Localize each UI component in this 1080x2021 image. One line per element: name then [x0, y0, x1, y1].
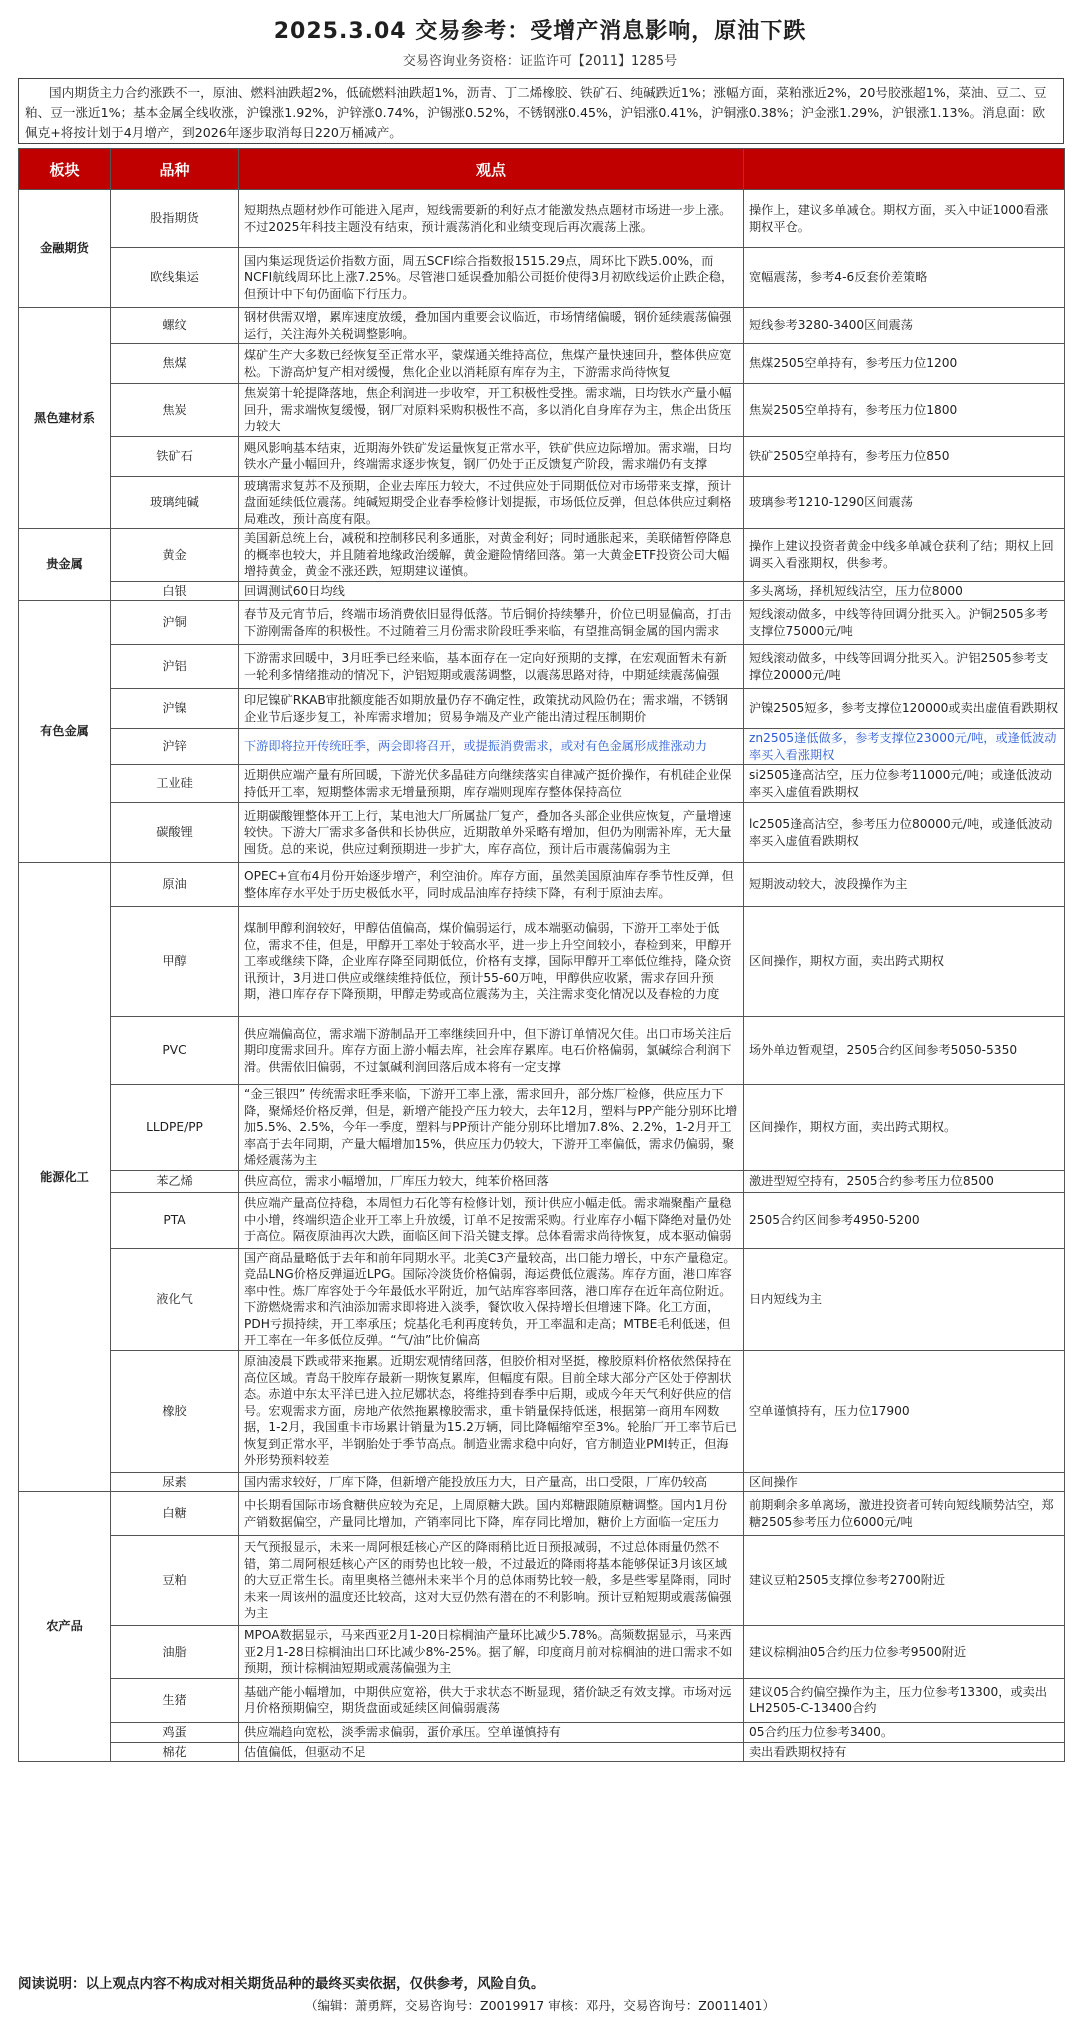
view-cell: 煤制甲醇利润较好，甲醇估值偏高，煤价偏弱运行，成本端驱动偏弱，下游开工率处于低位，需求不佳，但是，甲醇开工率处于较高水平，进一步上升空间较小，春检到来，甲醇开工率或继续下降，企业库存降至同期低位，价格有支撑，国际甲醇开工率低位维持，隆众资讯预计，3月进口供应或继续维持低位，预计55-60万吨，甲醇供应收紧，需求存回升预期，港口库存存下降预期，甲醇走势或高位震荡为主，关注需求变化情况以及春检的力度 [239, 907, 744, 1017]
table-row [19, 1350, 1065, 1472]
view-cell: 钢材供需双增，累库速度放缓，叠加国内重要会议临近，市场情绪偏暖，钢价延续震荡偏强运行，关注海外关税调整影响。 [239, 308, 744, 344]
variety-cell: 沪铝 [111, 645, 239, 689]
view-cell: 下游需求回暖中，3月旺季已经来临，基本面存在一定向好预期的支撑，在宏观面暂未有新一轮利多情绪推动的情况下，沪铝短期或震荡调整，以震荡思路对待，中期延续震荡偏强 [239, 645, 744, 689]
view-cell: 基础产能小幅增加，中期供应宽裕，供大于求状态不断显现，猪价缺乏有效支撑。市场对远月价格预期偏空，期货盘面或延续区间偏弱震荡 [239, 1678, 744, 1722]
table-row [19, 1472, 1065, 1492]
table-row [19, 1492, 1065, 1536]
table-row [19, 1536, 1065, 1626]
table-row [19, 384, 1065, 437]
variety-cell: 沪锌 [111, 729, 239, 765]
sector-cell: 贵金属 [19, 529, 111, 601]
table-row [19, 601, 1065, 645]
table-row [19, 1085, 1065, 1171]
header-variety: 品种 [111, 149, 239, 190]
table-row [19, 581, 1065, 601]
variety-cell: 豆粕 [111, 1536, 239, 1626]
variety-cell: 生猪 [111, 1678, 239, 1722]
advice-cell: 建议05合约偏空操作为主，压力位参考13300，或卖出LH2505-C-13400合约 [744, 1678, 1065, 1722]
page-subtitle: 交易咨询业务资格：证监许可【2011】1285号 [402, 54, 678, 69]
table-row [19, 529, 1065, 582]
table-row [19, 729, 1065, 765]
variety-cell: 工业硅 [111, 765, 239, 803]
advice-cell: 宽幅震荡，参考4-6反套价差策略 [744, 248, 1065, 308]
variety-cell: 碳酸锂 [111, 803, 239, 863]
page-title: 2025.3.04 交易参考：受增产消息影响，原油下跌 [273, 19, 807, 44]
table-header-row [19, 149, 1065, 190]
advice-cell: 短线滚动做多，中线等回调分批买入。沪铝2505参考支撑位20000元/吨 [744, 645, 1065, 689]
table-row [19, 1678, 1065, 1722]
view-cell: 美国新总统上台，减税和控制移民利多通胀，对黄金利好；同时通胀起来，美联储暂停降息的概率也较大，并且随着地缘政治缓解，黄金避险情绪回落。第一大黄金ETF投资公司大幅增持黄金，黄金不涨还跌，短期建议谨慎。 [239, 529, 744, 582]
view-cell: 天气预报显示，未来一周阿根廷核心产区的降雨稍比近日预报减弱，不过总体雨量仍然不错，第二周阿根廷核心产区的雨势也比较一般，不过最近的降雨将基本能够保证3月该区域的大豆正常生长。南里奥格兰德州未来半个月的总体雨势比较一般，多是些零星降雨，同时未来一周该州的温度还比较高，这对大豆仍然有潜在的不利影响。预计豆粕短期或震荡偏强为主 [239, 1536, 744, 1626]
variety-cell: 玻璃纯碱 [111, 476, 239, 529]
view-cell: 原油凌晨下跌或带来拖累。近期宏观情绪回落，但胶价相对坚挺，橡胶原料价格依然保持在高位区域。青岛干胶库存最新一期恢复累库，但幅度有限。目前全球大部分产区处于停割状态。赤道中东太平洋已进入拉尼娜状态，将维持到春季中后期，或成今年天气利好供应的信号。宏观需求方面，房地产依然拖累橡胶需求，重卡销量保持低迷，根据第一商用车网数据，1-2月，我国重卡市场累计销量为15.2万辆，同比降幅缩窄至3%。轮胎厂开工率节后已恢复到正常水平，半钢胎处于季节高点。制造业需求稳中向好，官方制造业PMI转正，但海外形势预料较差 [239, 1350, 744, 1472]
table-row [19, 1626, 1065, 1679]
variety-cell: 焦炭 [111, 384, 239, 437]
editor-info: （编辑：萧勇辉，交易咨询号：Z0019917 审核：邓丹，交易咨询号：Z0011401） [305, 1998, 775, 2013]
advice-cell: 建议棕榈油05合约压力位参考9500附近 [744, 1626, 1065, 1679]
view-cell: 供应端偏高位，需求端下游制品开工率继续回升中，但下游订单情况欠佳。出口市场关注后期印度需求回升。库存方面上游小幅去库，社会库存累库。电石价格偏弱，氯碱综合利润下滑。供需依旧偏弱，不过氯碱利润回落后成本将有一定支撑 [239, 1017, 744, 1085]
variety-cell: 原油 [111, 863, 239, 907]
advice-cell: 卖出看跌期权持有 [744, 1742, 1065, 1762]
table-row [19, 1248, 1065, 1350]
advice-cell: zn2505逢低做多，参考支撑位23000元/吨，或逢低波动率买入看涨期权 [744, 729, 1065, 765]
advice-cell: si2505逢高沽空，压力位参考11000元/吨；或逢低波动率买入虚值看跌期权 [744, 765, 1065, 803]
view-cell: 中长期看国际市场食糖供应较为充足，上周原糖大跌。国内郑糖跟随原糖调整。国内1月份产销数据偏空，产量同比增加，产销率同比下降，库存同比增加，糖价上方面临一定压力 [239, 1492, 744, 1536]
advice-cell: 建议豆粕2505支撑位参考2700附近 [744, 1536, 1065, 1626]
variety-cell: 螺纹 [111, 308, 239, 344]
advice-cell: 区间操作 [744, 1472, 1065, 1492]
advice-cell: 玻璃参考1210-1290区间震荡 [744, 476, 1065, 529]
variety-cell: 棉花 [111, 1742, 239, 1762]
view-cell: 国内集运现货运价指数方面，周五SCFI综合指数报1515.29点，周环比下跌5.00%，而NCFI航线周环比上涨7.25%。尽管港口延误叠加船公司挺价使得3月初欧线运价止跌企稳，但预计中下旬仍面临下行压力。 [239, 248, 744, 308]
advice-cell: 短期波动较大，波段操作为主 [744, 863, 1065, 907]
advice-cell: 场外单边暂观望，2505合约区间参考5050-5350 [744, 1017, 1065, 1085]
variety-cell: 黄金 [111, 529, 239, 582]
table-row [19, 645, 1065, 689]
variety-cell: 甲醇 [111, 907, 239, 1017]
advice-cell: 沪镍2505短多，参考支撑位120000或卖出虚值看跌期权 [744, 689, 1065, 729]
sector-cell: 能源化工 [19, 863, 111, 1492]
advice-cell: 区间操作，期权方面，卖出跨式期权。 [744, 1085, 1065, 1171]
table-row [19, 1017, 1065, 1085]
table-row [19, 1192, 1065, 1248]
view-cell: 玻璃需求复苏不及预期，企业去库压力较大，不过供应处于同期低位对市场带来支撑，预计盘面延续低位震荡。纯碱短期受企业春季检修计划提振，市场低位反弹，但总体供应过剩格局难改，预计高度有限。 [239, 476, 744, 529]
view-cell: 国产商品量略低于去年和前年同期水平。北美C3产量较高，出口能力增长，中东产量稳定。竞品LNG价格反弹逼近LPG。国际冷淡货价格偏弱，海运费低位震荡。库存方面，港口库容率中性。炼厂库容处于今年最低水平附近，加气站库容率回落，港口库存在近年高位附近。下游燃烧需求和汽油添加需求即将进入淡季，餐饮收入保持增长但增速下降。化工方面，PDH亏损持续，开工率承压；烷基化毛利再度转负，开工率温和走高；MTBE毛利低迷，但开工率在一年多低位反弹。“气/油”比价偏高 [239, 1248, 744, 1350]
view-cell: 供应端趋向宽松，淡季需求偏弱，蛋价承压。空单谨慎持有 [239, 1722, 744, 1742]
table-row [19, 689, 1065, 729]
advice-cell: lc2505逢高沽空，参考压力位80000元/吨，或逢低波动率买入虚值看跌期权 [744, 803, 1065, 863]
advice-cell: 焦炭2505空单持有，参考压力位1800 [744, 384, 1065, 437]
advice-cell: 操作上，建议多单减仓。期权方面，买入中证1000看涨期权平仓。 [744, 190, 1065, 248]
variety-cell: 白银 [111, 581, 239, 601]
view-cell: 回调测试60日均线 [239, 581, 744, 601]
variety-cell: 白糖 [111, 1492, 239, 1536]
table-row [19, 308, 1065, 344]
variety-cell: PTA [111, 1192, 239, 1248]
advice-cell: 区间操作，期权方面，卖出跨式期权 [744, 907, 1065, 1017]
sector-cell: 黑色建材系 [19, 308, 111, 529]
view-cell: 国内需求较好，厂库下降，但新增产能投放压力大，日产量高，出口受限，厂库仍较高 [239, 1472, 744, 1492]
variety-cell: 苯乙烯 [111, 1170, 239, 1192]
view-cell: 印尼镍矿RKAB审批额度能否如期放量仍存不确定性，政策扰动风险仍在；需求端，不锈钢企业节后逐步复工，补库需求增加；贸易争端及产业产能出清过程压制期价 [239, 689, 744, 729]
reference-table [18, 148, 1065, 1762]
table-row [19, 765, 1065, 803]
advice-cell: 2505合约区间参考4950-5200 [744, 1192, 1065, 1248]
variety-cell: LLDPE/PP [111, 1085, 239, 1171]
view-cell: 供应端产量高位持稳，本周恒力石化等有检修计划，预计供应小幅走低。需求端聚酯产量稳中小增，终端织造企业开工率上升放缓，订单不足按需采购。行业库存小幅下降绝对量仍处于高位。隔夜原油再次大跌，面临区间下沿关键支撑。总体看需求尚待恢复，成本驱动偏弱 [239, 1192, 744, 1248]
view-cell: 估值偏低，但驱动不足 [239, 1742, 744, 1762]
view-cell: “金三银四” 传统需求旺季来临，下游开工率上涨，需求回升，部分炼厂检修，供应压力下降，聚烯烃价格反弹，但是，新增产能投产压力较大，去年12月，塑料与PP产能分别环比增加5.5%、2.5%，今年一季度，塑料与PP预计产能分别环比增加7.8%、2.2%，1-2月开工率高于去年同期，产量大幅增加15%，供应压力仍较大，下游开工率偏低，需求仍偏弱，聚烯烃震荡为主 [239, 1085, 744, 1171]
table-row [19, 1722, 1065, 1742]
advice-cell: 短线参考3280-3400区间震荡 [744, 308, 1065, 344]
advice-cell: 05合约压力位参考3400。 [744, 1722, 1065, 1742]
variety-cell: 液化气 [111, 1248, 239, 1350]
advice-cell: 日内短线为主 [744, 1248, 1065, 1350]
view-cell: 近期碳酸锂整体开工上行，某电池大厂所属盐厂复产，叠加各头部企业供应恢复，产量增速较快。下游大厂需求多备供和长协供应，近期散单外采略有增加，但仍为刚需补库，无大量囤货。总的来说，供应过剩预期进一步扩大，库存高位，预计后市震荡偏弱为主 [239, 803, 744, 863]
table-row [19, 1742, 1065, 1762]
disclaimer: 阅读说明：以上观点内容不构成对相关期货品种的最终买卖依据，仅供参考，风险自负。 [18, 1976, 545, 1992]
header-sector: 板块 [19, 149, 111, 190]
variety-cell: 股指期货 [111, 190, 239, 248]
advice-cell: 铁矿2505空单持有，参考压力位850 [744, 436, 1065, 476]
view-cell: 焦炭第十轮提降落地，焦企利润进一步收窄，开工积极性受挫。需求端，日均铁水产量小幅回升，需求端恢复缓慢，钢厂对原料采购积极性不高，多以消化自身库存为主，焦企出货压力较大 [239, 384, 744, 437]
sector-cell: 金融期货 [19, 190, 111, 308]
view-cell: 春节及元宵节后，终端市场消费依旧显得低落。节后铜价持续攀升，价位已明显偏高，打击下游刚需备库的积极性。不过随着三月份需求阶段旺季来临，有望推高铜金属的国内需求 [239, 601, 744, 645]
variety-cell: 鸡蛋 [111, 1722, 239, 1742]
variety-cell: 油脂 [111, 1626, 239, 1679]
variety-cell: 沪镍 [111, 689, 239, 729]
view-cell: 煤矿生产大多数已经恢复至正常水平，蒙煤通关维持高位，焦煤产量快速回升，整体供应宽松。下游高炉复产相对缓慢，焦化企业以消耗原有库存为主，下游需求尚待恢复 [239, 344, 744, 384]
view-cell: 近期供应端产量有所回暖，下游光伏多晶硅方向继续落实自律减产挺价操作，有机硅企业保持低开工率，短期整体需求无增量预期，库存端则现库存整体保持高位 [239, 765, 744, 803]
table-row [19, 344, 1065, 384]
variety-cell: 焦煤 [111, 344, 239, 384]
sector-cell: 有色金属 [19, 601, 111, 863]
advice-cell: 多头离场，择机短线沽空，压力位8000 [744, 581, 1065, 601]
view-cell: 飓风影响基本结束，近期海外铁矿发运量恢复正常水平，铁矿供应边际增加。需求端，日均铁水产量小幅回升，终端需求逐步恢复，钢厂仍处于正反馈复产阶段，需求端仍有支撑 [239, 436, 744, 476]
table-body [19, 190, 1065, 1762]
advice-cell: 短线滚动做多，中线等待回调分批买入。沪铜2505多考支撑位75000元/吨 [744, 601, 1065, 645]
advice-cell: 前期剩余多单离场，激进投资者可转向短线顺势沽空，郑糖2505参考压力位6000元/吨 [744, 1492, 1065, 1536]
view-cell: 供应高位，需求小幅增加，厂库压力较大，纯苯价格回落 [239, 1170, 744, 1192]
table-row [19, 803, 1065, 863]
advice-cell: 焦煤2505空单持有，参考压力位1200 [744, 344, 1065, 384]
view-cell: OPEC+宣布4月份开始逐步增产，利空油价。库存方面，虽然美国原油库存季节性反弹，但整体库存水平处于历史极低水平，同时成品油库存持续下降，有利于原油去库。 [239, 863, 744, 907]
market-summary: 国内期货主力合约涨跌不一，原油、燃料油跌超2%，低硫燃料油跌超1%，沥青、丁二烯橡胶、铁矿石、纯碱跌近1%；涨幅方面，菜粕涨近2%，20号胶涨超1%，菜油、豆二、豆粕、豆一涨近1%；基本金属全线收涨，沪镍涨1.92%，沪锌涨0.74%，沪锡涨0.52%，不锈钢涨0.45%，沪铝涨0.41%，沪铜涨0.38%；沪金涨1.29%，沪银涨1.13%。消息面：欧佩克+将按计划于4月增产，到2026年逐步取消每日220万桶减产。 [18, 78, 1064, 144]
advice-cell: 空单谨慎持有，压力位17900 [744, 1350, 1065, 1472]
table-row [19, 248, 1065, 308]
table-row [19, 907, 1065, 1017]
variety-cell: 橡胶 [111, 1350, 239, 1472]
sector-cell: 农产品 [19, 1492, 111, 1762]
header-view: 观点 [239, 149, 744, 190]
variety-cell: 尿素 [111, 1472, 239, 1492]
table-row [19, 476, 1065, 529]
variety-cell: 欧线集运 [111, 248, 239, 308]
table-row [19, 436, 1065, 476]
variety-cell: 铁矿石 [111, 436, 239, 476]
view-cell: 下游即将拉开传统旺季，两会即将召开，或提振消费需求，或对有色金属形成推涨动力 [239, 729, 744, 765]
variety-cell: PVC [111, 1017, 239, 1085]
variety-cell: 沪铜 [111, 601, 239, 645]
advice-cell: 激进型短空持有，2505合约参考压力位8500 [744, 1170, 1065, 1192]
table-row [19, 1170, 1065, 1192]
view-cell: 短期热点题材炒作可能进入尾声，短线需要新的利好点才能激发热点题材市场进一步上涨。不过2025年科技主题没有结束，预计震荡消化和业绩变现后再次震荡上涨。 [239, 190, 744, 248]
header-advice [744, 149, 1065, 190]
view-cell: MPOA数据显示，马来西亚2月1-20日棕榈油产量环比减少5.78%。高频数据显示，马来西亚2月1-28日棕榈油出口环比减少8%-25%。据了解，印度商月前对棕榈油的进口需求不如预期，预计棕榈油短期或震荡偏强为主 [239, 1626, 744, 1679]
table-row [19, 863, 1065, 907]
table-row [19, 190, 1065, 248]
advice-cell: 操作上建议投资者黄金中线多单减仓获利了结；期权上回调买入看涨期权，供参考。 [744, 529, 1065, 582]
